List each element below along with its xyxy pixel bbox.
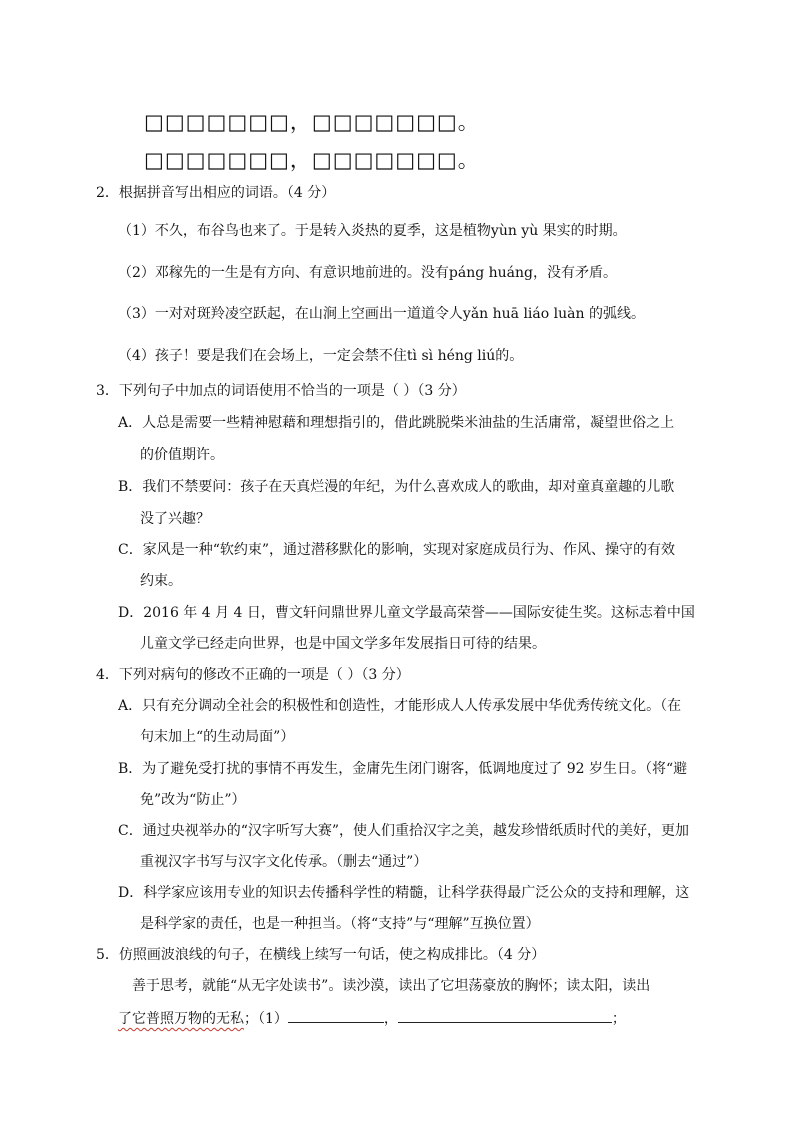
question-3-option-b: B．我们不禁要问：孩子在天真烂漫的年纪，为什么喜欢成人的歌曲，却对童真童趣的儿歌 [118,479,675,495]
question-4-option-b: B．为了避免受打扰的事情不再发生，金庸先生闭门谢客，低调地度过了 92 岁生日。（将“避 [118,761,688,777]
question-3-option-d: D．2016 年 4 月 4 日，曹文轩问鼎世界儿童文学最高荣誉——国际安徒生奖。这标志着中国 [118,605,695,621]
question-4-title: 4．下列对病句的修改不正确的一项是（ ）（3 分） [96,667,410,683]
question-4-option-b-cont: 免”改为“防止”） [140,792,246,808]
question-5-passage-line-1: 善于思考，就能“从无字处读书”。读沙漠，读出了它坦荡豪放的胸怀；读太阳，读出 [132,978,651,994]
question-3-title: 3．下列句子中加点的词语使用不恰当的一项是（ ）（3 分） [96,383,466,399]
question-5-title: 5．仿照画波浪线的句子，在横线上续写一句话，使之构成排比。（4 分） [96,947,546,963]
question-4-option-a: A．只有充分调动全社会的积极性和创造性，才能形成人人传承发展中华优秀传统文化。（在 [118,698,682,714]
question-3-option-c-cont: 约束。 [140,573,182,589]
answer-blank-1a[interactable] [288,1008,384,1023]
question-2-item-4: （4）孩子！要是我们在会场上，一定会禁不住tì sì héng liú的。 [118,348,524,364]
question-3-option-c: C．家风是一种“软约束”，通过潜移默化的影响，实现对家庭成员行为、作风、操守的有效 [118,542,676,558]
question-4-option-d: D．科学家应该用专业的知识去传播科学性的精髓，让科学获得最广泛公众的支持和理解，这 [118,885,690,901]
answer-blank-1b[interactable] [398,1008,612,1023]
question-3-option-d-cont: 儿童文学已经走向世界，也是中国文学多年发展指日可待的结果。 [140,636,546,652]
question-2-item-1: （1）不久，布谷鸟也来了。于是转入炎热的夏季，这是植物yùn yù 果实的时期。 [118,223,627,239]
question-4-option-a-cont: 句末加上“的生动局面”） [140,729,295,745]
question-3-option-b-cont: 没了兴趣？ [140,511,210,527]
question-2-item-2: （2）邓稼先的一生是有方向、有意识地前进的。没有páng huáng，没有矛盾。 [118,265,618,281]
question-2-item-3: （3）一对对斑羚凌空跃起，在山涧上空画出一道道令人yǎn huā liáo luàn 的弧线。 [118,306,645,322]
question-4-option-c: C．通过央视举办的“汉字听写大赛”，使人们重拾汉字之美，越发珍惜纸质时代的美好，更加 [118,823,690,839]
poem-blank-boxes-1: □□□□□□□，□□□□□□□。 [144,110,480,134]
question-4-option-c-cont: 重视汉字书写与汉字文化传承。（删去“通过”） [140,854,428,870]
answer-1-label: ；（1） [244,1011,288,1027]
question-2-title: 2．根据拼音写出相应的词语。（4 分） [96,185,336,201]
question-3-option-a: A．人总是需要一些精神慰藉和理想指引的，借此跳脱柴米油盐的生活庸常，凝望世俗之上 [118,415,675,431]
question-5-passage-line-2 [118,1008,626,1029]
poem-blank-boxes-2: □□□□□□□，□□□□□□□。 [144,148,480,172]
question-4-option-d-cont: 是科学家的责任，也是一种担当。（将“支持”与“理解”互换位置） [140,916,540,932]
answer-comma: ， [383,1011,398,1027]
question-3-option-a-cont: 的价值期许。 [140,447,224,463]
wavy-underlined-sentence: 了它普照万物的无私 [118,1011,244,1027]
answer-end-semicolon: ； [611,1011,626,1027]
